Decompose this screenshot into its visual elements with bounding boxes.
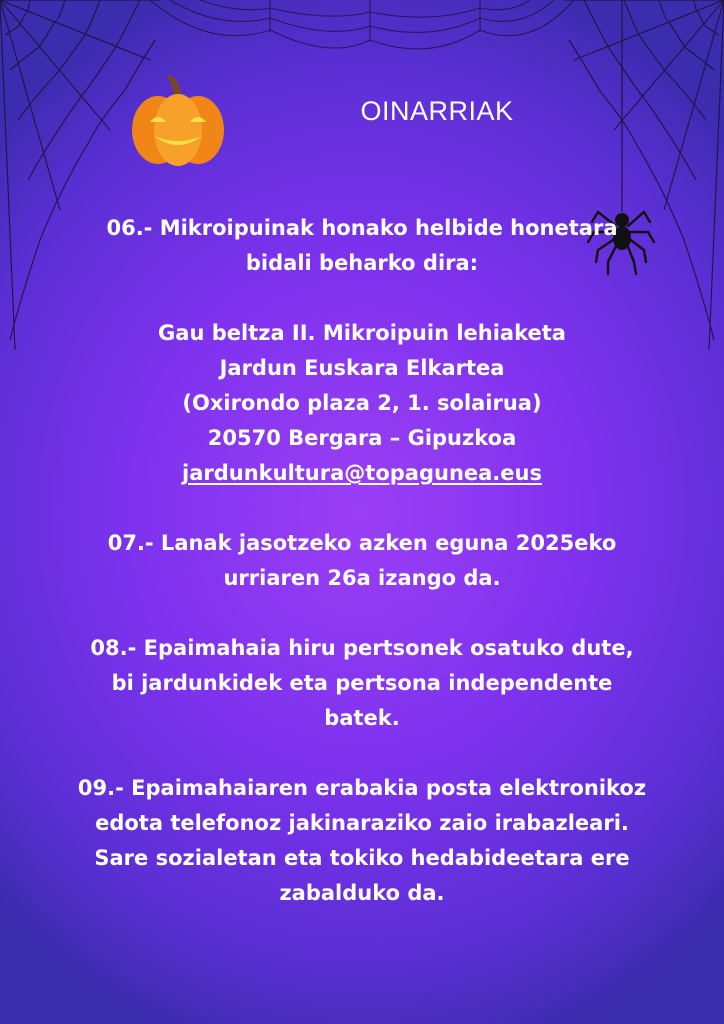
pumpkin-icon — [128, 72, 228, 168]
page-title: OINARRIAK — [360, 96, 514, 126]
rule-09-line-4: zabalduko da. — [279, 881, 445, 905]
rules-content — [40, 211, 684, 946]
rule-08-line-2: bi jardunkidek eta pertsona independente — [111, 671, 613, 695]
rule-06 — [40, 211, 684, 281]
address-line-4: 20570 Bergara – Gipuzkoa — [207, 426, 517, 450]
rule-07 — [40, 526, 684, 596]
rule-09-line-1: 09.- Epaimahaiaren erabakia posta elektronikoz — [77, 776, 647, 800]
rule-07-line-1: 07.- Lanak jasotzeko azken eguna 2025eko — [107, 531, 617, 555]
rule-07-line-2: urriaren 26a izango da. — [223, 566, 501, 590]
postal-address — [40, 316, 684, 491]
email-link[interactable]: jardunkultura@topagunea.eus — [182, 461, 542, 485]
rule-08-line-3: batek. — [324, 706, 400, 730]
rule-06-line-2: bidali beharko dira: — [245, 251, 479, 275]
rule-06-line-1: 06.- Mikroipuinak honako helbide honetara — [106, 216, 618, 240]
rule-08 — [40, 631, 684, 736]
address-line-2: Jardun Euskara Elkartea — [219, 356, 505, 380]
rule-09-line-3: Sare sozialetan eta tokiko hedabideetara ere — [94, 846, 630, 870]
rule-09 — [40, 771, 684, 911]
address-line-1: Gau beltza II. Mikroipuin lehiaketa — [158, 321, 566, 345]
rule-09-line-2: edota telefonoz jakinaraziko zaio irabazleari. — [95, 811, 629, 835]
spider-web-top-icon — [150, 0, 574, 70]
rule-08-line-1: 08.- Epaimahaia hiru pertsonek osatuko dute, — [90, 636, 634, 660]
address-line-3: (Oxirondo plaza 2, 1. solairua) — [182, 391, 542, 415]
